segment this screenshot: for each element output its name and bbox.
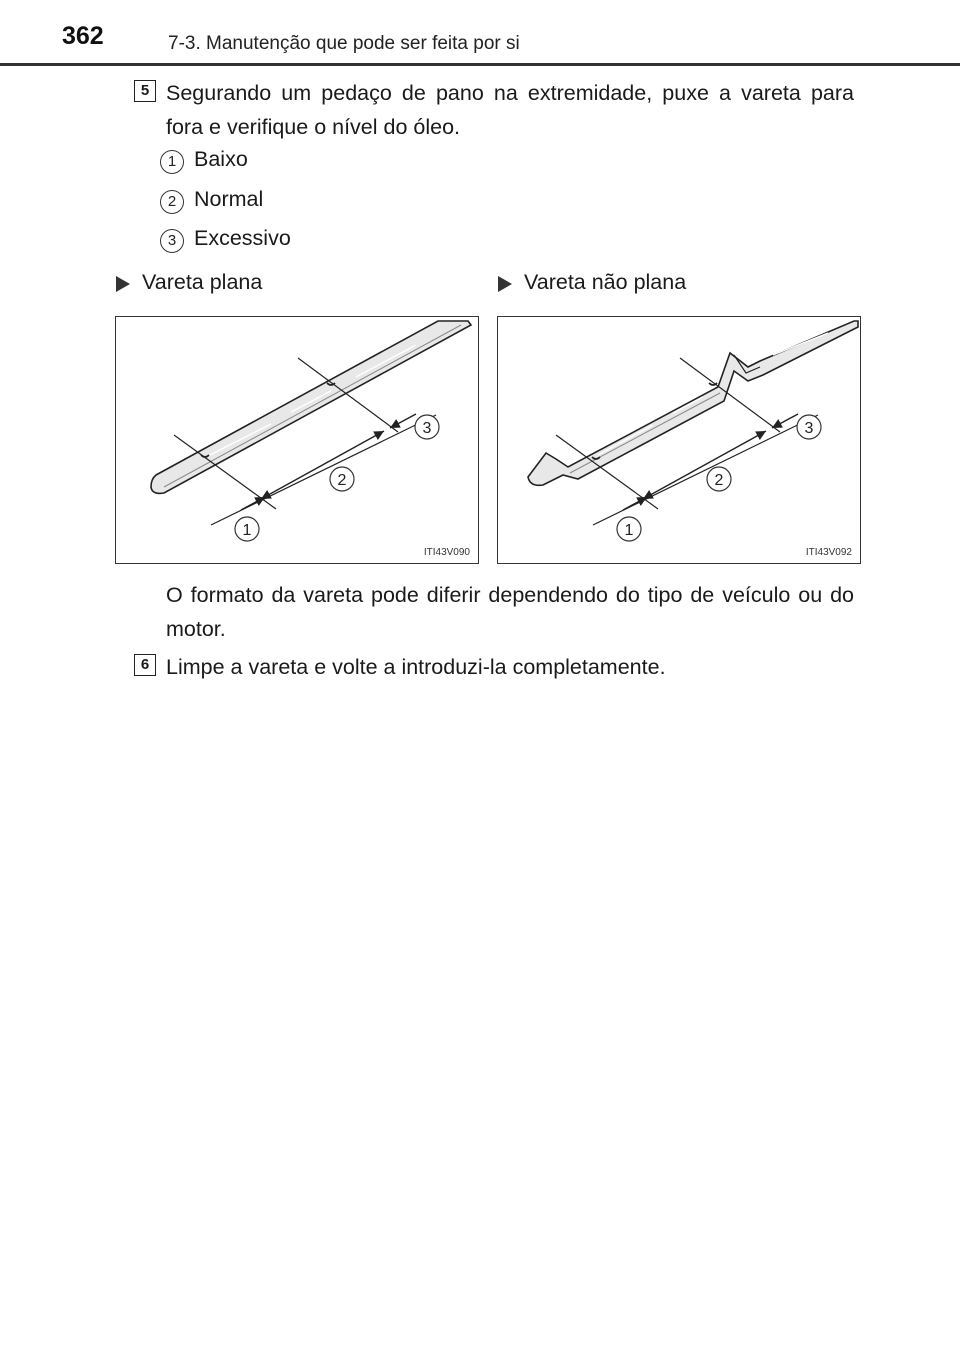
callout-1 <box>617 517 641 541</box>
flat-dipstick-illustration <box>116 317 477 562</box>
callout-3 <box>415 415 439 439</box>
legend-item-excessive <box>160 226 460 259</box>
step-6-text: Limpe a vareta e volte a introduzi-la completamente. <box>166 655 666 679</box>
low-arrow <box>623 497 647 510</box>
normal-range-arrow <box>261 431 384 499</box>
svg-text:2: 2 <box>714 472 724 489</box>
figure-code: ITI43V092 <box>805 547 852 558</box>
step-number-6: 6 <box>134 654 156 676</box>
legend-number-1: 1 <box>160 150 184 174</box>
section-title: 7-3. Manutenção que pode ser feita por si <box>168 33 520 54</box>
callout-2 <box>707 467 731 491</box>
figure-caption-nonflat-text: Vareta não plana <box>524 270 687 294</box>
step-5-text: Segurando um pedaço de pano na extremidade, puxe a vareta para fora e verifique o nível do óleo. <box>166 81 854 139</box>
callout-3 <box>797 415 821 439</box>
excessive-arrow <box>390 414 416 428</box>
legend-number-3: 3 <box>160 229 184 253</box>
header-rule <box>0 63 960 66</box>
legend-number-2: 2 <box>160 190 184 214</box>
figure-code: ITI43V090 <box>423 547 470 558</box>
figure-caption-flat-text: Vareta plana <box>142 270 263 294</box>
figure-caption-nonflat <box>498 270 818 300</box>
triangle-bullet-icon <box>116 276 130 292</box>
low-arrow <box>241 497 265 510</box>
excessive-arrow <box>772 414 798 428</box>
page-number: 362 <box>62 22 104 50</box>
triangle-bullet-icon <box>498 276 512 292</box>
figure-flat-dipstick <box>115 316 479 564</box>
dipstick-body <box>528 321 858 485</box>
callout-1 <box>235 517 259 541</box>
svg-text:3: 3 <box>804 420 814 437</box>
figure-caption-flat <box>116 270 436 300</box>
svg-text:3: 3 <box>422 420 432 437</box>
svg-text:2: 2 <box>337 472 347 489</box>
dipstick-edge-line <box>164 325 461 487</box>
legend-item-normal <box>160 187 460 220</box>
svg-text:1: 1 <box>624 522 634 539</box>
legend-label-normal: Normal <box>194 187 264 211</box>
legend-label-low: Baixo <box>194 147 248 171</box>
nonflat-dipstick-illustration <box>498 317 859 562</box>
figure-nonflat-dipstick <box>497 316 861 564</box>
dipstick-shape-note: O formato da vareta pode diferir dependendo do tipo de veículo ou do motor. <box>166 583 854 641</box>
normal-range-arrow <box>643 431 766 499</box>
step-number-5: 5 <box>134 80 156 102</box>
page-header <box>0 0 960 70</box>
svg-text:1: 1 <box>242 522 252 539</box>
callout-2 <box>330 467 354 491</box>
legend-label-excessive: Excessivo <box>194 226 291 250</box>
legend-item-low <box>160 147 460 180</box>
